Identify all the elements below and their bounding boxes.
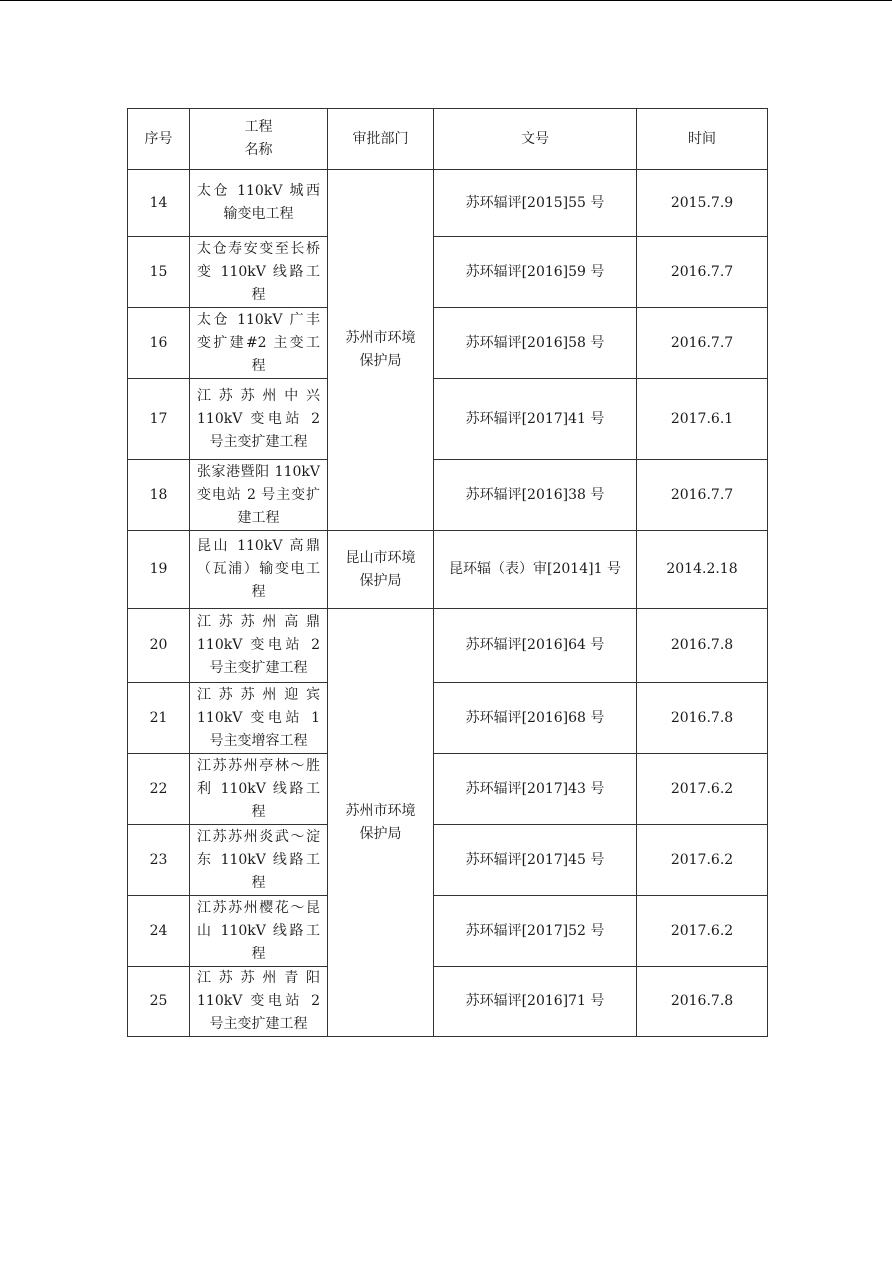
- project-name-text: 江苏苏州中兴 110kV 变电站 2 号主变扩建工程: [197, 387, 320, 450]
- cell-no: 22: [128, 754, 190, 825]
- cell-doc-number: 苏环辐评[2017]45 号: [434, 825, 637, 896]
- table-row: [128, 967, 768, 1037]
- table-row: [128, 825, 768, 896]
- table-row: [128, 170, 768, 237]
- cell-project-name: [190, 825, 328, 896]
- cell-doc-number: 苏环辐评[2015]55 号: [434, 170, 637, 237]
- cell-project-name: [190, 609, 328, 683]
- cell-no: 20: [128, 609, 190, 683]
- cell-date: 2016.7.7: [637, 237, 768, 308]
- cell-doc-number: 苏环辐评[2016]71 号: [434, 967, 637, 1037]
- header-doc: 文号: [434, 109, 637, 170]
- cell-date: 2017.6.2: [637, 754, 768, 825]
- cell-project-name: [190, 170, 328, 237]
- dept-text: 昆山市环境保护局: [345, 549, 416, 589]
- cell-doc-number: 苏环辐评[2017]43 号: [434, 754, 637, 825]
- cell-no: 19: [128, 531, 190, 609]
- project-name-text: 太仓寿安变至长桥变 110kV 线路工程: [197, 240, 320, 303]
- page-top-rule: [0, 0, 892, 1]
- table-row: [128, 460, 768, 531]
- header-name: [190, 109, 328, 170]
- cell-date: 2017.6.2: [637, 825, 768, 896]
- cell-no: 25: [128, 967, 190, 1037]
- cell-doc-number: 苏环辐评[2016]38 号: [434, 460, 637, 531]
- cell-no: 23: [128, 825, 190, 896]
- cell-project-name: [190, 896, 328, 967]
- cell-date: 2016.7.8: [637, 683, 768, 754]
- project-name-text: 昆山 110kV 高鼎（瓦浦）输变电工程: [197, 538, 320, 600]
- cell-project-name: [190, 460, 328, 531]
- dept-text: 苏州市环境保护局: [345, 802, 416, 842]
- cell-date: 2016.7.7: [637, 460, 768, 531]
- cell-doc-number: 苏环辐评[2016]59 号: [434, 237, 637, 308]
- project-name-text: 江苏苏州亭林～胜利 110kV 线路工程: [197, 757, 320, 820]
- cell-date: 2016.7.7: [637, 308, 768, 379]
- cell-date: 2017.6.1: [637, 379, 768, 460]
- header-date: 时间: [637, 109, 768, 170]
- cell-project-name: [190, 683, 328, 754]
- cell-project-name: [190, 237, 328, 308]
- cell-project-name: [190, 754, 328, 825]
- table-row: [128, 754, 768, 825]
- cell-no: 18: [128, 460, 190, 531]
- project-name-text: 江苏苏州迎宾 110kV 变电站 1 号主变增容工程: [197, 686, 320, 749]
- header-no: 序号: [128, 109, 190, 170]
- cell-date: 2016.7.8: [637, 967, 768, 1037]
- project-name-text: 太仓 110kV 广丰变扩建#2 主变工程: [197, 311, 320, 374]
- cell-project-name: [190, 531, 328, 609]
- cell-date: 2014.2.18: [637, 531, 768, 609]
- cell-no: 21: [128, 683, 190, 754]
- project-name-text: 江苏苏州青阳 110kV 变电站 2 号主变扩建工程: [197, 970, 320, 1032]
- header-name-line2: 名称: [244, 142, 273, 158]
- table-row: [128, 531, 768, 609]
- cell-project-name: [190, 308, 328, 379]
- cell-date: 2016.7.8: [637, 609, 768, 683]
- header-dept: 审批部门: [328, 109, 434, 170]
- cell-doc-number: 昆环辐（表）审[2014]1 号: [434, 531, 637, 609]
- cell-dept: [328, 609, 434, 1037]
- approval-table: [127, 108, 768, 1037]
- cell-doc-number: 苏环辐评[2016]64 号: [434, 609, 637, 683]
- cell-date: 2017.6.2: [637, 896, 768, 967]
- project-name-text: 江苏苏州樱花～昆山 110kV 线路工程: [197, 899, 320, 962]
- cell-doc-number: 苏环辐评[2017]52 号: [434, 896, 637, 967]
- dept-text: 苏州市环境保护局: [345, 330, 416, 369]
- header-name-line1: 工程: [244, 119, 273, 135]
- project-name-text: 张家港暨阳 110kV 变电站 2 号主变扩建工程: [197, 463, 320, 526]
- table-row: [128, 896, 768, 967]
- project-name-text: 江苏苏州高鼎 110kV 变电站 2 号主变扩建工程: [197, 614, 320, 676]
- cell-no: 15: [128, 237, 190, 308]
- table-row: [128, 379, 768, 460]
- table-row: [128, 609, 768, 683]
- table-row: [128, 237, 768, 308]
- cell-date: 2015.7.9: [637, 170, 768, 237]
- cell-no: 14: [128, 170, 190, 237]
- cell-no: 17: [128, 379, 190, 460]
- cell-dept: [328, 170, 434, 531]
- cell-doc-number: 苏环辐评[2016]58 号: [434, 308, 637, 379]
- table-row: [128, 683, 768, 754]
- cell-dept: [328, 531, 434, 609]
- table-header-row: [128, 109, 768, 170]
- cell-project-name: [190, 379, 328, 460]
- cell-no: 16: [128, 308, 190, 379]
- table-row: [128, 308, 768, 379]
- project-name-text: 太仓 110kV 城西输变电工程: [197, 183, 320, 222]
- cell-project-name: [190, 967, 328, 1037]
- cell-doc-number: 苏环辐评[2017]41 号: [434, 379, 637, 460]
- cell-doc-number: 苏环辐评[2016]68 号: [434, 683, 637, 754]
- project-name-text: 江苏苏州炎武～淀东 110kV 线路工程: [197, 828, 320, 891]
- cell-no: 24: [128, 896, 190, 967]
